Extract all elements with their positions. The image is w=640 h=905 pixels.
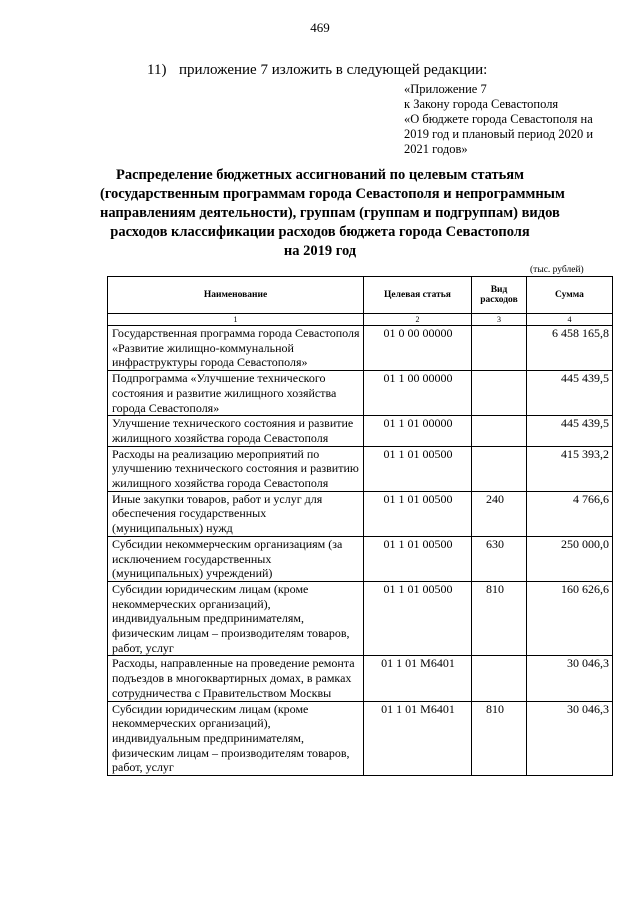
header-name: Наименование [108,277,364,314]
appendix-ref-line: 2019 год и плановый период 2020 и [404,127,594,141]
row-name-cell: Подпрограмма «Улучшение технического состояния и развитие жилищного хозяйства города Севастополя» [108,371,364,416]
row-sum-cell: 445 439,5 [527,371,613,416]
row-vid-cell: 240 [472,491,527,536]
item-number: 11) [147,62,167,78]
table-header-row [108,277,613,314]
document-title [100,166,565,261]
header-sum: Сумма [527,277,613,314]
title-line: на 2019 год [283,243,357,259]
amendment-item [147,62,487,79]
row-name-cell: Субсидии некоммерческим организациям (за исключением государственных (муниципальных) учреждений) [108,536,364,581]
column-number: 2 [364,314,472,326]
budget-table [107,276,613,776]
row-sum-cell: 415 393,2 [527,446,613,491]
table-row [108,416,613,446]
row-sum-cell: 30 046,3 [527,701,613,776]
row-sum-cell: 30 046,3 [527,656,613,701]
table-row [108,581,613,656]
row-vid-cell [472,371,527,416]
table-row [108,491,613,536]
title-line: направлениям деятельности), группам (группам и подгруппам) видов [100,205,560,221]
page-number: 469 [310,20,330,35]
appendix-ref-line: 2021 годов» [404,142,468,156]
row-code-cell: 01 1 01 М6401 [364,701,472,776]
column-number: 1 [108,314,364,326]
row-code-cell: 01 1 01 00000 [364,416,472,446]
appendix-reference [404,82,619,157]
row-vid-cell: 810 [472,581,527,656]
row-sum-cell: 445 439,5 [527,416,613,446]
row-code-cell: 01 1 00 00000 [364,371,472,416]
row-code-cell: 01 1 01 М6401 [364,656,472,701]
row-name-cell: Расходы на реализацию мероприятий по улучшению технического состояния и развитию жилищного хозяйства города Севастополя [108,446,364,491]
row-vid-cell: 630 [472,536,527,581]
table-row [108,536,613,581]
column-number-row [108,314,613,326]
column-number: 3 [472,314,527,326]
row-name-cell: Субсидии юридическим лицам (кроме некоммерческих организаций), индивидуальным предпринимателям, физическим лицам – производителям товаров, работ, услуг [108,581,364,656]
table-row [108,701,613,776]
table-row [108,446,613,491]
row-code-cell: 01 1 01 00500 [364,446,472,491]
row-vid-cell [472,656,527,701]
row-sum-cell: 6 458 165,8 [527,326,613,371]
item-text: приложение 7 изложить в следующей редакции: [179,62,488,78]
row-name-cell: Субсидии юридическим лицам (кроме некоммерческих организаций), индивидуальным предпринимателям, физическим лицам – производителям товаров, работ, услуг [108,701,364,776]
appendix-ref-line: к Закону города Севастополя [404,97,559,111]
row-code-cell: 01 0 00 00000 [364,326,472,371]
row-code-cell: 01 1 01 00500 [364,491,472,536]
row-vid-cell [472,416,527,446]
row-code-cell: 01 1 01 00500 [364,581,472,656]
title-line: Распределение бюджетных ассигнований по целевым статьям [115,167,525,183]
row-name-cell: Улучшение технического состояния и развитие жилищного хозяйства города Севастополя [108,416,364,446]
row-sum-cell: 250 000,0 [527,536,613,581]
header-target: Целевая статья [364,277,472,314]
appendix-ref-line: «Приложение 7 [404,82,487,96]
table-row [108,371,613,416]
title-line: (государственным программам города Севастополя и непрограммным [100,186,565,202]
header-vid: Вид расходов [472,277,527,314]
row-code-cell: 01 1 01 00500 [364,536,472,581]
appendix-ref-line: «О бюджете города Севастополя на [404,112,593,126]
row-sum-cell: 4 766,6 [527,491,613,536]
column-number: 4 [527,314,613,326]
row-name-cell: Иные закупки товаров, работ и услуг для обеспечения государственных (муниципальных) нужд [108,491,364,536]
table-row [108,656,613,701]
row-name-cell: Государственная программа города Севастополя «Развитие жилищно-коммунальной инфраструктуры города Севастополя» [108,326,364,371]
row-vid-cell [472,446,527,491]
row-vid-cell [472,326,527,371]
row-sum-cell: 160 626,6 [527,581,613,656]
table-row [108,326,613,371]
row-vid-cell: 810 [472,701,527,776]
row-name-cell: Расходы, направленные на проведение ремонта подъездов в многоквартирных домах, в рамках сотрудничества с Правительством Москвы [108,656,364,701]
title-line: расходов классификации расходов бюджета города Севастополя [110,224,530,240]
unit-note: (тыс. рублей) [530,265,584,275]
